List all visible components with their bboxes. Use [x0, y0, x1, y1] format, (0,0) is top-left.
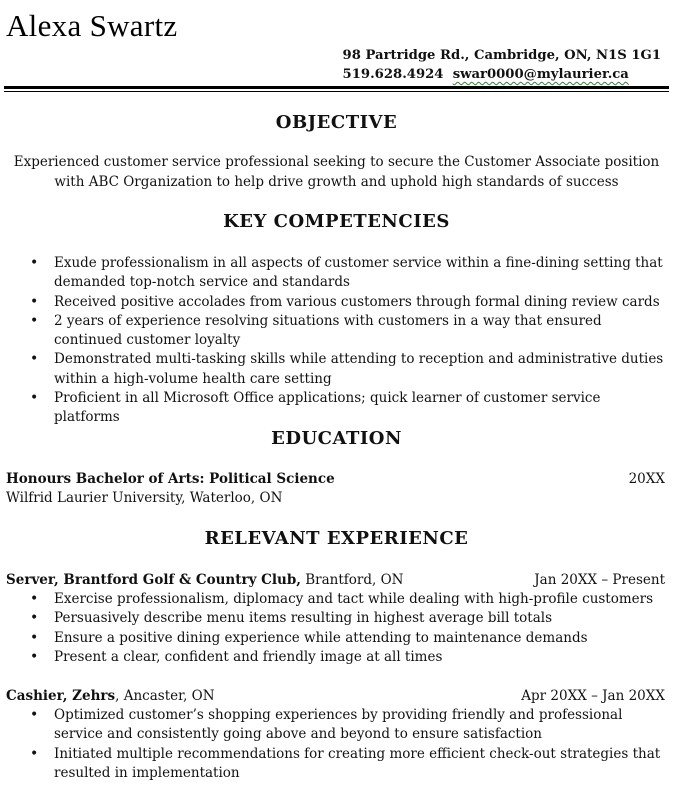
job-dates: Apr 20XX – Jan 20XX	[521, 688, 665, 704]
list-item: • Received positive accolades from various customers through formal dining review cards	[0, 293, 673, 312]
list-item: • Optimized customer’s shopping experiences by providing friendly and professional service and consistently going above and beyond to ensure satisfaction	[0, 706, 673, 745]
list-item: • Exercise professionalism, diplomacy and tact while dealing with high-profile customers	[0, 590, 673, 609]
degree: Honours Bachelor of Arts: Political Science	[6, 471, 335, 487]
header-rule-thick	[4, 86, 669, 89]
list-item: • Proficient in all Microsoft Office applications; quick learner of customer service platforms	[0, 389, 673, 428]
job-duties-list	[0, 590, 673, 667]
school: Wilfrid Laurier University, Waterloo, ON	[6, 490, 283, 506]
education-date: 20XX	[628, 471, 665, 487]
job-header-row	[6, 571, 665, 590]
job-location: Brantford, ON	[300, 572, 404, 588]
list-item: • Present a clear, confident and friendly image at all times	[0, 648, 673, 667]
list-item: • Persuasively describe menu items resulting in highest average bill totals	[0, 609, 673, 628]
objective-text	[0, 153, 673, 192]
objective-heading: OBJECTIVE	[275, 112, 398, 133]
list-item: • Ensure a positive dining experience while attending to maintenance demands	[0, 629, 673, 648]
resume-name: Alexa Swartz	[6, 8, 178, 43]
job-title: Server, Brantford Golf & Country Club,	[6, 572, 301, 588]
objective-line-2: with ABC Organization to help drive growth and uphold high standards of success	[54, 173, 619, 190]
education-heading: EDUCATION	[271, 428, 402, 449]
address: 98 Partridge Rd., Cambridge, ON, N1S 1G1	[342, 48, 661, 63]
job-title: Cashier, Zehrs	[6, 688, 116, 704]
header-rule-thin	[4, 91, 669, 92]
education-degree-row	[6, 470, 665, 489]
list-item: • 2 years of experience resolving situations with customers in a way that ensured continued customer loyalty	[0, 312, 673, 351]
list-item: • Exude professionalism in all aspects of customer service within a fine-dining setting that demanded top-notch service and standards	[0, 254, 673, 293]
education-school-row	[6, 489, 665, 508]
contact-block	[343, 46, 661, 84]
list-item: • Initiated multiple recommendations for creating more efficient check-out strategies that resulted in implementation	[0, 745, 673, 784]
experience-heading: RELEVANT EXPERIENCE	[204, 528, 469, 549]
job-location: , Ancaster, ON	[115, 688, 215, 704]
job-dates: Jan 20XX – Present	[534, 572, 665, 588]
competencies-list	[0, 254, 673, 428]
email-link[interactable]: swar0000@mylaurier.ca	[452, 67, 629, 82]
list-item: • Demonstrated multi-tasking skills while attending to reception and administrative duties within a high-volume health care setting	[0, 350, 673, 389]
phone: 519.628.4924	[342, 67, 444, 82]
objective-line-1: Experienced customer service professional seeking to secure the Customer Associate position	[13, 154, 660, 170]
job-duties-list	[0, 706, 673, 783]
job-header-row	[6, 687, 665, 706]
competencies-heading: KEY COMPETENCIES	[223, 211, 450, 232]
